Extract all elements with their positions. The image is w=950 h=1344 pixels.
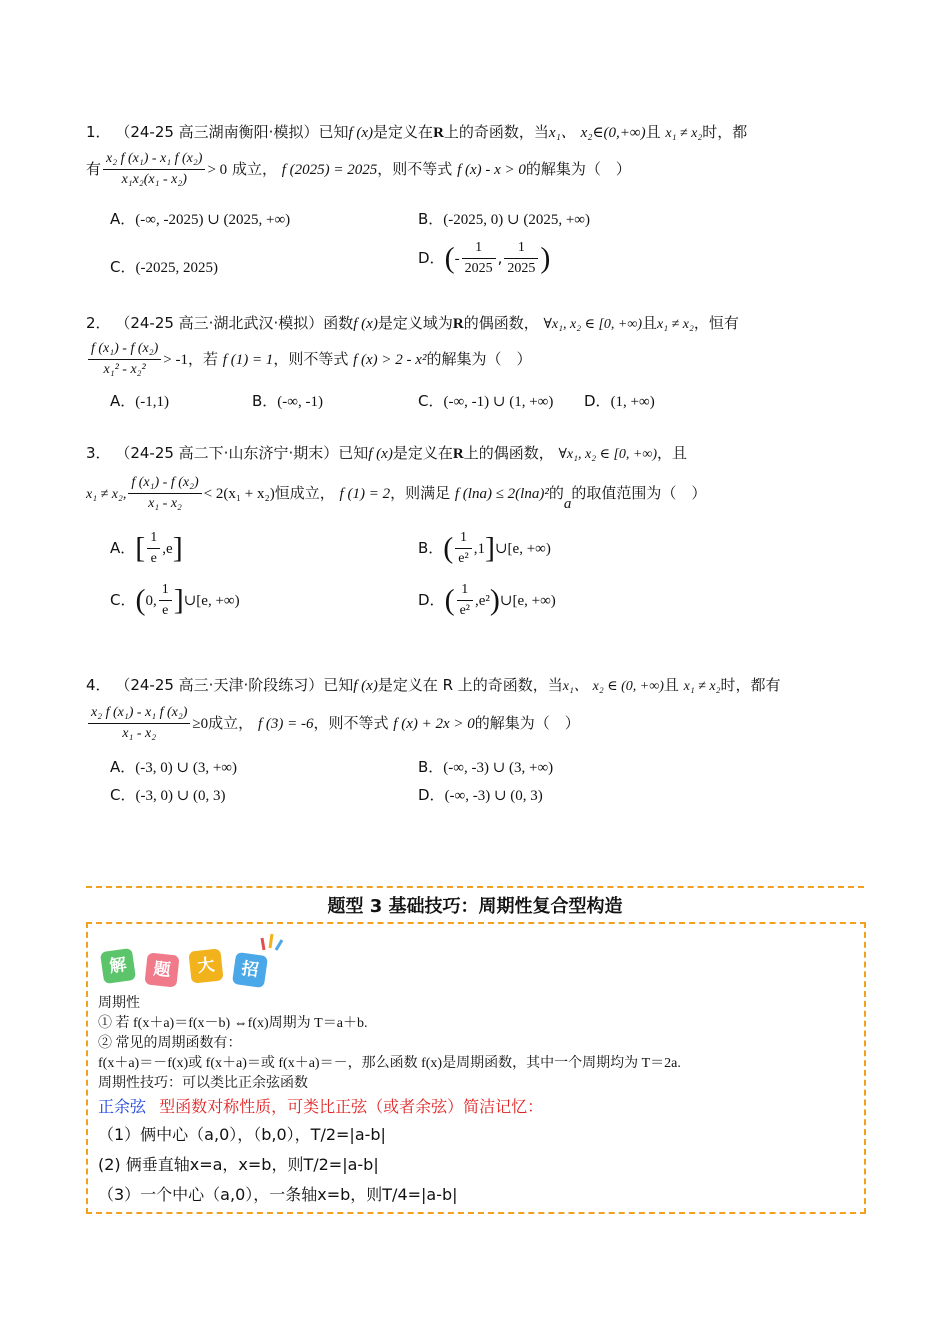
tips-rule-1: （1）俩中心（a,0），（b,0），T/2=|a-b| bbox=[98, 1125, 386, 1144]
sparkle-icon bbox=[260, 932, 284, 952]
q3-option-a[interactable]: A．[ $\frac{1}{e}$ ,e] bbox=[110, 530, 183, 566]
section-title: 题型 3 基础技巧：周期性复合型构造 bbox=[86, 886, 864, 922]
badge-tile-4: 招 bbox=[232, 952, 268, 988]
q1-option-a[interactable]: A．(-∞, -2025) ∪ (2025, +∞) bbox=[110, 210, 291, 228]
q2-option-d[interactable]: D．(1, +∞) bbox=[584, 392, 655, 410]
q1-stem-line1: 1． （24-25 高三湖南衡阳·模拟）已知f (x)是定义在R上的奇函数，当x₁、 x₂∈(0,+∞)且 x₁ ≠ x₂时，都 bbox=[86, 123, 748, 141]
tips-box bbox=[86, 922, 866, 1214]
badge-tile-2: 题 bbox=[144, 952, 179, 987]
q2-option-a[interactable]: A．(-1,1) bbox=[110, 392, 170, 410]
tips-line: ② 常见的周期函数有： bbox=[98, 1036, 242, 1051]
q3-stem-line1: 3． （24-25 高二下·山东济宁·期末）已知f (x)是定义在R上的偶函数， ∀x₁, x₂ ∈ [0, +∞)，且 bbox=[86, 444, 688, 462]
tips-rule-3: （3）一个中心（a,0），一条轴x=b，则T/4=|a-b| bbox=[98, 1185, 458, 1204]
q3-fraction: $\frac{\text{f (x₁) - f (x₂)}}{\text{x₁ - x₂}}$ bbox=[128, 473, 201, 514]
q2-fraction: $\frac{\text{f (x₁) - f (x₂)}}{\text{x₁² - x₂²}}$ bbox=[88, 339, 161, 380]
tips-colored-line: 正余弦 型函数对称性质，可类比正弦（或者余弦）简洁记忆： bbox=[98, 1097, 544, 1116]
q4-stem-line2: $\frac{\text{x₂ f (x₁) - x₁ f (x₂)}}{\text{x₁ - x₂}}$ ≥0成立， f (3) = -6，则不等式 f (x) + 2x > 0的解集为（ ） bbox=[86, 700, 580, 747]
tips-line: f(x＋a)＝－f(x)或 f(x＋a)＝或 f(x＋a)＝－，那么函数 f(x)是周期函数，其中一个周期均为 T＝2a. bbox=[98, 1056, 681, 1071]
q1-option-b[interactable]: B．(-2025, 0) ∪ (2025, +∞) bbox=[418, 210, 590, 228]
q3-option-d[interactable]: D．( $\frac{1}{\text{e²}}$ ,e²)∪[e, +∞) bbox=[418, 582, 556, 618]
q1-fraction: $\frac{\text{x₂ f (x₁) - x₁ f (x₂)}}{\text{x₁x₂(x₁ - x₂)}}$ bbox=[103, 149, 205, 190]
q2-stem-line1: 2． （24-25 高三·湖北武汉·模拟）函数f (x)是定义域为R的偶函数， ∀x₁, x₂ ∈ [0, +∞)且x₁ ≠ x₂，恒有 bbox=[86, 314, 739, 332]
q1-option-d[interactable]: D．(- $\frac{1}{2025}$ , $\frac{1}{2025}$ ) bbox=[418, 240, 551, 276]
q4-stem-line1: 4． （24-25 高三·天津·阶段练习）已知f (x)是定义在 R 上的奇函数，当x₁、 x₂ ∈ (0, +∞)且 x₁ ≠ x₂时，都有 bbox=[86, 676, 781, 694]
tips-line: 周期性技巧：可以类比正余弦函数 bbox=[98, 1076, 308, 1091]
q4-option-d[interactable]: D．(-∞, -3) ∪ (0, 3) bbox=[418, 786, 543, 804]
q4-option-a[interactable]: A．(-3, 0) ∪ (3, +∞) bbox=[110, 758, 237, 776]
badge-tile-1: 解 bbox=[100, 948, 136, 984]
q4-option-b[interactable]: B．(-∞, -3) ∪ (3, +∞) bbox=[418, 758, 554, 776]
tips-rule-2: (2) 俩垂直轴x=a，x=b，则T/2=|a-b| bbox=[98, 1155, 379, 1174]
q2-option-c[interactable]: C．(-∞, -1) ∪ (1, +∞) bbox=[418, 392, 554, 410]
badge-tile-3: 大 bbox=[188, 948, 223, 983]
q3-stem-line2: x₁ ≠ x₂, $\frac{\text{f (x₁) - f (x₂)}}{\text{x₁ - x₂}}$ < 2(x₁ + x₂)恒成立， f (1) = 2，则满足 f (lna) ≤ 2(lna)²的a的取值范围为（ ） bbox=[86, 475, 707, 512]
q4-option-c[interactable]: C．(-3, 0) ∪ (0, 3) bbox=[110, 786, 226, 804]
tips-line: ① 若 f(x＋a)＝f(x－b) ⇔f(x)周期为 T＝a＋b. bbox=[98, 1016, 368, 1031]
q2-stem-line2: $\frac{\text{f (x₁) - f (x₂)}}{\text{x₁² - x₂²}}$ > -1，若 f (1) = 1，则不等式 f (x) > 2 - x²的解集为（ ） bbox=[86, 338, 531, 381]
q2-option-b[interactable]: B．(-∞, -1) bbox=[252, 392, 323, 410]
q3-option-b[interactable]: B．( $\frac{1}{\text{e²}}$ ,1]∪[e, +∞) bbox=[418, 530, 551, 566]
q1-option-c[interactable]: C．(-2025, 2025) bbox=[110, 258, 218, 276]
tips-badge bbox=[100, 930, 280, 990]
tips-content bbox=[98, 994, 681, 1210]
q1-stem-line2: 有 $\frac{\text{x₂ f (x₁) - x₁ f (x₂)}}{\text{x₁x₂(x₁ - x₂)}}$ > 0 成立， f (2025) = 2025，则不等式 f (x) - x > 0的解集为（ ） bbox=[86, 148, 631, 191]
q3-option-c[interactable]: C．(0, $\frac{1}{e}$ ]∪[e, +∞) bbox=[110, 582, 240, 618]
q4-fraction: $\frac{\text{x₂ f (x₁) - x₁ f (x₂)}}{\text{x₁ - x₂}}$ bbox=[88, 703, 190, 744]
tips-line: 周期性 bbox=[98, 996, 140, 1011]
